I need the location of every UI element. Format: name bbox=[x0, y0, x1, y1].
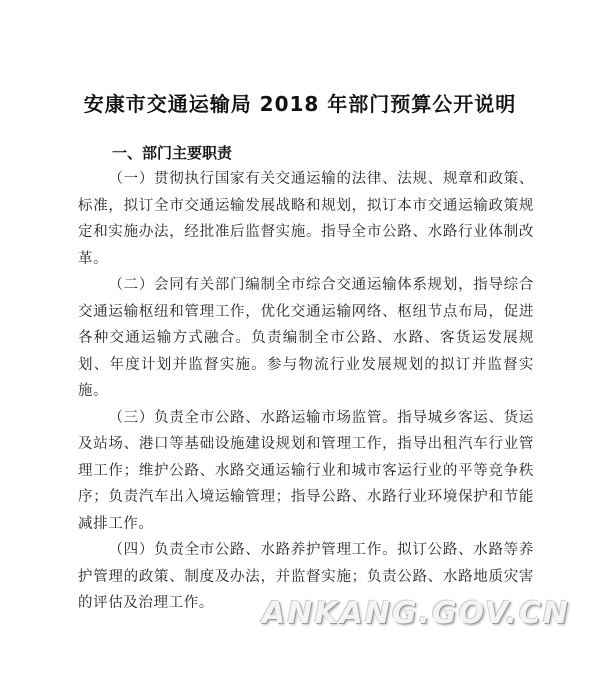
paragraph-duty-4: （四）负责全市公路、水路养护管理工作。拟订公路、水路等养护管理的政策、制度及办法，并监督实施；负责公路、水路地质灾害的评估及治理工作。 bbox=[78, 542, 534, 611]
document-body bbox=[78, 166, 534, 617]
document-title: 安康市交通运输局 2018 年部门预算公开说明 bbox=[83, 92, 517, 116]
site-watermark: ANKANG.GOV.CN bbox=[262, 596, 571, 631]
section-heading: 一、部门主要职责 bbox=[112, 144, 233, 162]
paragraph-duty-2: （二）会同有关部门编制全市综合交通运输体系规划，指导综合交通运输枢纽和管理工作，优化交通运输网络、枢纽节点布局，促进各种交通运输方式融合。负责编制全市公路、水路、客货运发展规划、年度计划并监督实施。参与物流行业发展规划的拟订并监督实施。 bbox=[78, 277, 534, 399]
paragraph-duty-3: （三）负责全市公路、水路运输市场监管。指导城乡客运、货运及站场、港口等基础设施建设规划和管理工作，指导出租汽车行业管理工作；维护公路、水路交通运输行业和城市客运行业的平等竞争秩序；负责汽车出入境运输管理；指导公路、水路行业环境保护和节能减排工作。 bbox=[78, 409, 534, 532]
paragraph-duty-1: （一）贯彻执行国家有关交通运输的法律、法规、规章和政策、标准，拟订全市交通运输发展战略和规划，拟订本市交通运输政策规定和实施办法，经批准后监督实施。指导全市公路、水路行业体制改革。 bbox=[78, 171, 534, 267]
